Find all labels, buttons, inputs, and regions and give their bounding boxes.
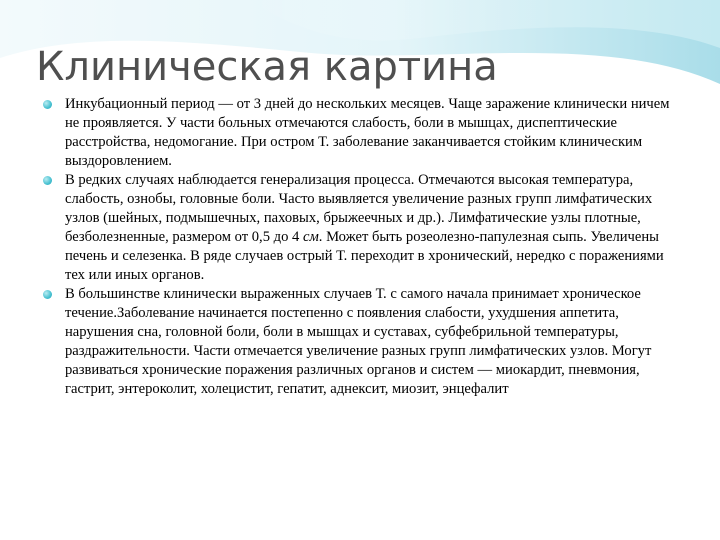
bullet-item-incubation xyxy=(36,95,676,171)
bullet-dot-icon xyxy=(43,100,52,109)
bullet-dot-icon xyxy=(43,176,52,185)
bullet-dot-icon xyxy=(43,290,52,299)
bullet-text: Инкубационный период — от 3 дней до нескольких месяцев. Чаще заражение клинически ничем не проявляется. У части больных отмечаются слабость, боли в мышцах, диспептические расстройства, недомогание. При остром Т. заболевание заканчивается стойким клиническим выздоровлением. xyxy=(65,96,670,169)
bullet-unit: см xyxy=(302,229,319,245)
bullet-text-part-1: В редких случаях наблюдается генерализация процесса. Отмечаются высокая температура, слабость, ознобы, головные боли. Часто выявляется увеличение разных групп лимфатических узлов (шейных, подмышечных, паховых, брыжеечных и др.). Лимфатические узлы плотные, безболезненные, размером от 0,5 до 4 xyxy=(65,172,653,245)
bullet-text: В большинстве клинически выраженных случаев Т. с самого начала принимает хроническое течение.Заболевание начинается постепенно с появления слабости, ухудшения аппетита, нарушения сна, головной боли, боли в мышцах и суставах, субфебрильной температуры, раздражительности. Части отмечается увеличение разных групп лимфатических узлов. Могут развиваться хронические поражения различных органов и систем — миокардит, пневмония, гастрит, энтероколит, холецистит, гепатит, аднексит, миозит, энцефалит xyxy=(65,286,652,397)
slide-title: Клиническая картина xyxy=(36,44,498,90)
bullet-item-chronic xyxy=(36,285,676,399)
bullet-list xyxy=(36,95,676,399)
bullet-item-generalization xyxy=(36,171,676,285)
bullet-text-part-2: . Может быть розеолезно-папулезная сыпь. Увеличены печень и селезенка. В ряде случаев острый Т. переходит в хронический, нередко с поражениями тех или иных органов. xyxy=(65,229,664,283)
